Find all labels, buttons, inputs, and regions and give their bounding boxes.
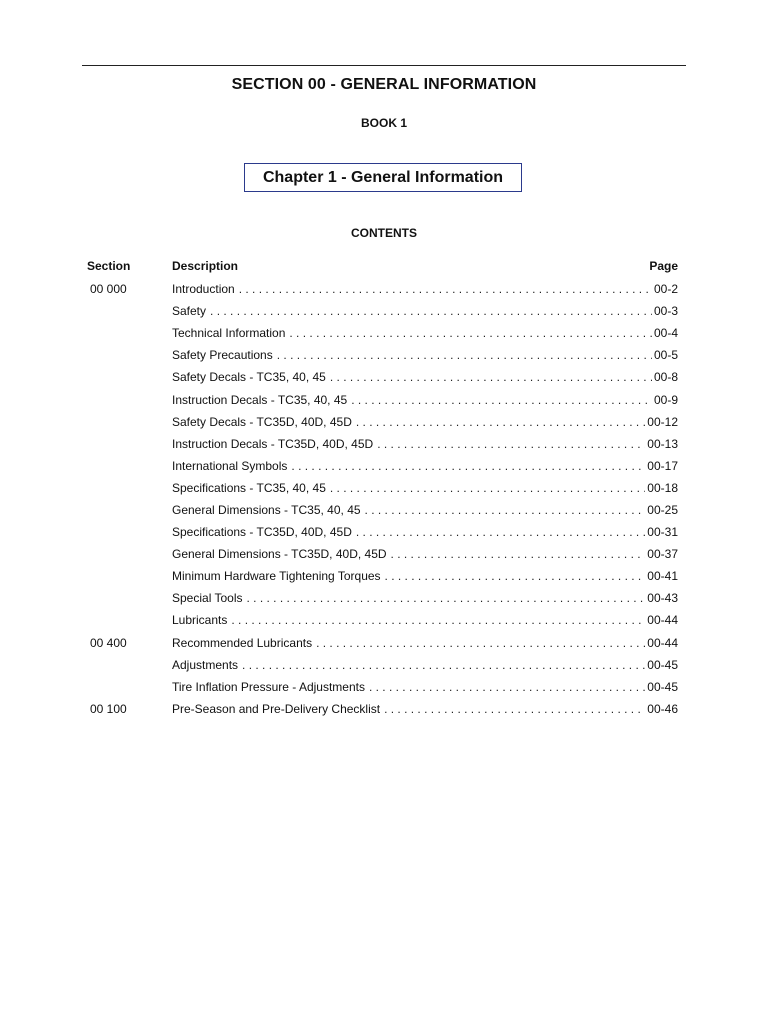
dot-leader xyxy=(391,547,646,561)
toc-page-number: 00-45 xyxy=(647,657,678,672)
toc-entry xyxy=(172,459,678,473)
toc-description: General Dimensions - TC35, 40, 45 xyxy=(172,502,361,517)
toc-row xyxy=(82,609,678,631)
toc-description: Lubricants xyxy=(172,613,228,628)
toc-entry xyxy=(172,415,678,429)
dot-leader xyxy=(330,481,645,495)
dot-leader xyxy=(385,569,646,583)
toc-description: General Dimensions - TC35D, 40D, 45D xyxy=(172,547,387,562)
toc-entry xyxy=(172,636,678,650)
toc-page-number: 00-2 xyxy=(653,282,678,297)
toc-description: Safety Decals - TC35, 40, 45 xyxy=(172,370,326,385)
toc-page-number: 00-12 xyxy=(647,414,678,429)
toc-entry xyxy=(172,393,678,407)
toc-entry xyxy=(172,481,678,495)
toc-row xyxy=(82,278,678,300)
book-label: BOOK 1 xyxy=(360,116,407,130)
dot-leader xyxy=(356,525,645,539)
toc-row xyxy=(82,455,678,477)
top-divider xyxy=(82,65,686,66)
toc-page-number: 00-18 xyxy=(647,480,678,495)
toc-description: International Symbols xyxy=(172,458,288,473)
toc-row xyxy=(82,565,678,587)
toc-entry xyxy=(172,547,678,561)
dot-leader xyxy=(384,702,645,716)
toc-section-number: 00 400 xyxy=(90,635,127,650)
dot-leader xyxy=(277,348,652,362)
toc-description: Safety xyxy=(172,304,207,319)
toc-section-number: 00 100 xyxy=(90,701,127,716)
dot-leader xyxy=(247,591,646,605)
toc-description: Pre-Season and Pre-Delivery Checklist xyxy=(172,701,381,716)
dot-leader xyxy=(231,613,645,627)
toc-entry xyxy=(172,348,678,362)
toc-entry xyxy=(172,304,678,318)
toc-description: Tire Inflation Pressure - Adjustments xyxy=(172,679,365,694)
toc-entry xyxy=(172,370,678,384)
dot-leader xyxy=(330,370,652,384)
toc-page-number: 00-45 xyxy=(647,679,678,694)
toc-description: Safety Precautions xyxy=(172,348,273,363)
dot-leader xyxy=(377,437,645,451)
column-header-description: Description xyxy=(172,259,239,273)
dot-leader xyxy=(291,459,645,473)
toc-description: Adjustments xyxy=(172,657,239,672)
toc-row xyxy=(82,411,678,433)
chapter-title-box xyxy=(244,163,522,192)
toc-page-number: 00-5 xyxy=(653,348,678,363)
toc-description: Introduction xyxy=(172,282,235,297)
toc-page-number: 00-3 xyxy=(653,304,678,319)
dot-leader xyxy=(239,282,652,296)
toc-row xyxy=(82,698,678,720)
dot-leader xyxy=(289,326,652,340)
dot-leader xyxy=(316,636,645,650)
toc-page-number: 00-25 xyxy=(647,502,678,517)
toc-entry xyxy=(172,680,678,694)
toc-entry xyxy=(172,525,678,539)
dot-leader xyxy=(369,680,645,694)
column-header-page: Page xyxy=(649,259,678,273)
toc-row xyxy=(82,344,678,366)
toc-page-number: 00-44 xyxy=(647,613,678,628)
toc-entry xyxy=(172,702,678,716)
toc-page-number: 00-43 xyxy=(647,591,678,606)
toc-row xyxy=(82,521,678,543)
toc-page-number: 00-4 xyxy=(653,326,678,341)
dot-leader xyxy=(356,415,645,429)
toc-row xyxy=(82,388,678,410)
toc-description: Recommended Lubricants xyxy=(172,635,313,650)
toc-description: Instruction Decals - TC35, 40, 45 xyxy=(172,392,348,407)
toc-entry xyxy=(172,613,678,627)
toc-description: Special Tools xyxy=(172,591,243,606)
toc-description: Technical Information xyxy=(172,326,286,341)
dot-leader xyxy=(242,658,645,672)
toc-entry xyxy=(172,591,678,605)
table-of-contents xyxy=(82,278,678,720)
toc-row xyxy=(82,632,678,654)
toc-row xyxy=(82,587,678,609)
toc-entry xyxy=(172,437,678,451)
toc-page-number: 00-13 xyxy=(647,436,678,451)
toc-row xyxy=(82,300,678,322)
toc-entry xyxy=(172,569,678,583)
toc-description: Specifications - TC35D, 40D, 45D xyxy=(172,525,352,540)
toc-description: Minimum Hardware Tightening Torques xyxy=(172,569,381,584)
toc-row xyxy=(82,676,678,698)
toc-entry xyxy=(172,282,678,296)
section-title: SECTION 00 - GENERAL INFORMATION xyxy=(231,76,537,93)
toc-row xyxy=(82,654,678,676)
dot-leader xyxy=(210,304,652,318)
toc-row xyxy=(82,477,678,499)
toc-page-number: 00-41 xyxy=(647,569,678,584)
toc-page-number: 00-8 xyxy=(653,370,678,385)
toc-row xyxy=(82,366,678,388)
toc-entry xyxy=(172,658,678,672)
toc-row xyxy=(82,322,678,344)
toc-page-number: 00-31 xyxy=(647,525,678,540)
toc-page-number: 00-46 xyxy=(647,701,678,716)
dot-leader xyxy=(365,503,646,517)
toc-section-number: 00 000 xyxy=(90,282,127,297)
column-header-section: Section xyxy=(87,259,131,273)
toc-row xyxy=(82,433,678,455)
toc-page-number: 00-9 xyxy=(653,392,678,407)
toc-page-number: 00-37 xyxy=(647,547,678,562)
toc-entry xyxy=(172,326,678,340)
toc-entry xyxy=(172,503,678,517)
toc-description: Specifications - TC35, 40, 45 xyxy=(172,480,326,495)
toc-page-number: 00-44 xyxy=(647,635,678,650)
toc-row xyxy=(82,543,678,565)
contents-heading: CONTENTS xyxy=(351,226,417,240)
toc-description: Instruction Decals - TC35D, 40D, 45D xyxy=(172,436,374,451)
dot-leader xyxy=(351,393,652,407)
toc-page-number: 00-17 xyxy=(647,458,678,473)
chapter-title: Chapter 1 - General Information xyxy=(262,169,504,186)
toc-row xyxy=(82,499,678,521)
toc-description: Safety Decals - TC35D, 40D, 45D xyxy=(172,414,352,429)
